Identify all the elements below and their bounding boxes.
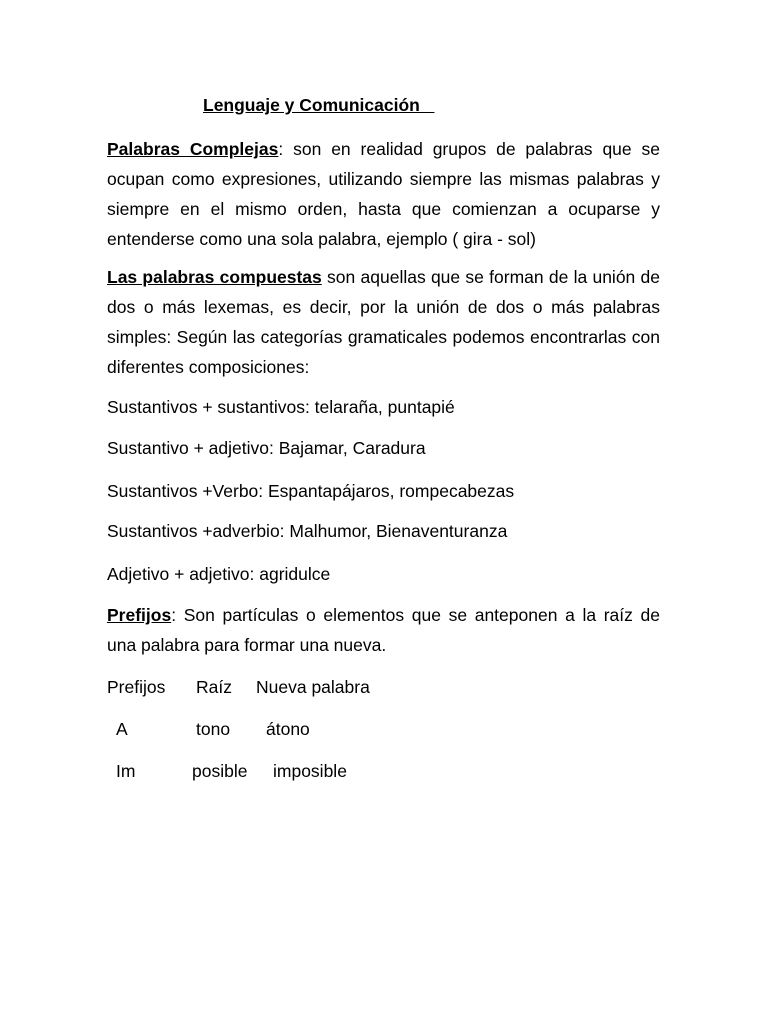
composition-line: Adjetivo + adjetivo: agridulce <box>107 564 331 584</box>
composition-line: Sustantivos + sustantivos: telaraña, puntapié <box>107 397 455 417</box>
paragraph-text: : Son partículas o elementos que se anteponen a la raíz de una palabra para formar una nueva. <box>107 605 660 655</box>
table-cell-root: posible <box>192 761 248 781</box>
paragraph-palabras-compuestas <box>107 262 660 382</box>
table-header-prefijos: Prefijos <box>107 677 166 697</box>
table-header-raiz: Raíz <box>196 677 232 697</box>
composition-line: Sustantivos +adverbio: Malhumor, Bienaventuranza <box>107 521 508 541</box>
composition-line: Sustantivos +Verbo: Espantapájaros, rompecabezas <box>107 481 515 501</box>
table-cell-prefix: Im <box>116 761 136 781</box>
table-cell-root: tono <box>196 719 231 739</box>
document-title: Lenguaje y Comunicación <box>203 95 435 115</box>
paragraph-palabras-complejas <box>107 134 660 254</box>
composition-line: Sustantivo + adjetivo: Bajamar, Caradura <box>107 438 426 458</box>
paragraph-prefijos <box>107 600 660 660</box>
term-palabras-complejas: Palabras Complejas <box>107 139 279 159</box>
paragraph-text: : son en realidad grupos de palabras que se ocupan como expresiones, utilizando siempre las mismas palabras y siempre en el mismo orden, hasta que comienzan a ocuparse y entenderse como una sola palabra, ejemplo ( gira - sol) <box>107 139 661 249</box>
table-cell-new-word: átono <box>266 719 310 739</box>
table-header-nueva-palabra: Nueva palabra <box>256 677 370 697</box>
table-cell-new-word: imposible <box>273 761 347 781</box>
table-cell-prefix: A <box>116 719 128 739</box>
paragraph-text: son aquellas que se forman de la unión de dos o más lexemas, es decir, por la unión de dos o más palabras simples: Según las categorías gramaticales podemos encontrarlas con diferentes composiciones: <box>107 267 661 377</box>
term-prefijos: Prefijos <box>107 605 172 625</box>
term-palabras-compuestas: Las palabras compuestas <box>107 267 322 287</box>
